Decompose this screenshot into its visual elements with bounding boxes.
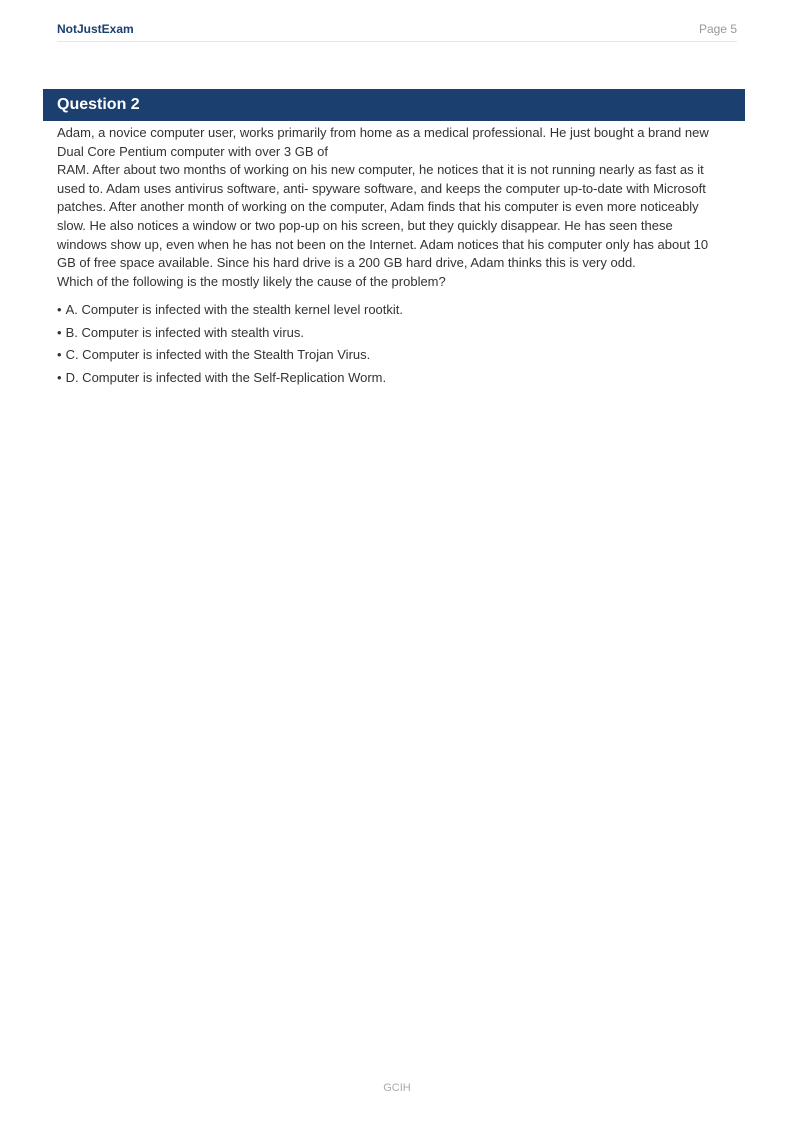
question-line: GB of free space available. Since his hard drive is a 200 GB hard drive, Adam thinks this is very odd.	[57, 255, 636, 271]
page-header	[57, 22, 737, 42]
answer-option-text: D. Computer is infected with the Self-Replication Worm.	[65, 369, 387, 385]
brand-name: NotJustExam	[57, 22, 134, 36]
question-line: patches. After another month of working on the computer, Adam finds that his computer is even more noticeably	[57, 199, 699, 215]
question-line: Which of the following is the mostly likely the cause of the problem?	[57, 273, 446, 289]
answer-option-c	[57, 346, 737, 369]
answer-option-text: B. Computer is infected with stealth virus.	[65, 324, 304, 340]
bullet: •	[57, 302, 62, 317]
answer-option-b	[57, 324, 737, 347]
bullet: •	[57, 369, 62, 385]
question-line: Adam, a novice computer user, works primarily from home as a medical professional. He just bought a brand new	[57, 125, 709, 140]
question-text	[57, 124, 737, 291]
answer-option-text: A. Computer is infected with the stealth kernel level rootkit.	[65, 302, 403, 317]
bullet: •	[57, 347, 62, 363]
question-line: RAM. After about two months of working on his new computer, he notices that it is not running nearly as fast as it	[57, 162, 704, 178]
answer-option-text: C. Computer is infected with the Stealth Trojan Virus.	[65, 347, 371, 363]
question-line: windows show up, even when he has not been on the Internet. Adam notices that his computer only has about 10	[57, 236, 709, 252]
page-footer: GCIH	[383, 1082, 411, 1094]
question-header-bar	[43, 89, 745, 121]
answer-options	[57, 301, 737, 391]
question-line: used to. Adam uses antivirus software, anti- spyware software, and keeps the computer up-to-date with Microsoft	[57, 180, 706, 196]
answer-option-d	[57, 369, 737, 392]
page-number: Page 5	[698, 22, 737, 36]
question-line: slow. He also notices a window or two pop-up on his screen, but they quickly disappear. He has seen these	[57, 217, 673, 233]
question-line: Dual Core Pentium computer with over 3 GB of	[57, 143, 328, 159]
answer-option-a	[57, 301, 737, 324]
bullet: •	[57, 324, 62, 340]
question-title: Question 2	[57, 96, 140, 113]
